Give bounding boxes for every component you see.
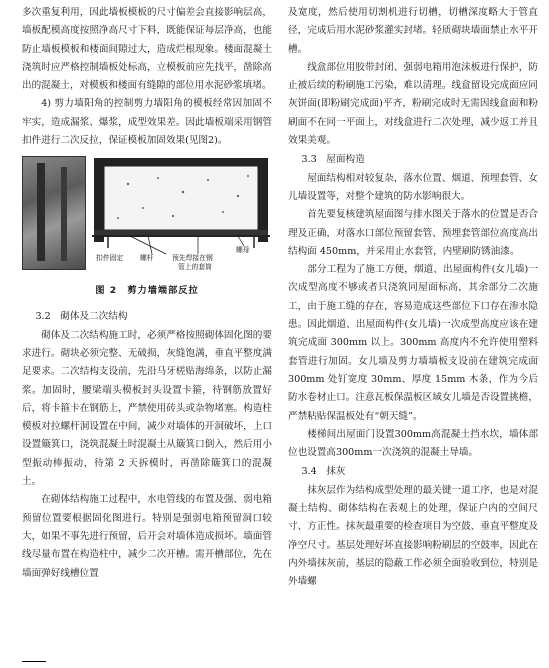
formwork-diagram bbox=[88, 156, 272, 274]
paragraph: 首先要复核建筑屋面图与排水图关于落水的位置是否合理及正确，对落水口部位预留套管、预埋套管部位高度高出结构面 450mm，并采用止水套管，内壁刷防锈油漆。 bbox=[288, 209, 538, 257]
paragraph: 及宽度，然后使用切割机进行切槽，切槽深度略大于管直径，完成后用水泥砂浆灌实封堵。轻质砌块墙面禁止水平开槽。 bbox=[288, 7, 538, 55]
paragraph: 砌体及二次结构施工时，必须严格按照砌体固化图的要求进行。砌块必须完整、无破损，灰缝饱满，垂直平整度满足要求。二次结构支设前，先沿马牙槎贴海绵条，以防止漏浆。加固时，腰梁端头模板封头设置卡箍，待钢筋放置好后，将卡箍卡在钢筋上，严禁使用砖头或杂物堵塞。构造柱模板对拉螺杆洞设置在中间，减少对墙体的开洞破坏，上口设置簸箕口，浇筑混凝土时混凝土从簸箕口倒入，然后用小型振动棒振动，待第 2 天拆模时，再凿除簸箕口的混凝土。 bbox=[22, 329, 272, 488]
formwork-photo bbox=[22, 156, 86, 270]
label-nut: 螺母 bbox=[236, 246, 250, 255]
paragraph: 线盒部位用胶带封闭、强弱电箱用泡沫板进行保护，防止被后续的粉刷施工污染，难以清理。线盒留设完成面应同灰饼面(即粉刷完成面)平齐，粉刷完成时无需因线盒面和粉刷面不在同一平面上，对线盒进行二次处理，减少返工并且效果美观。 bbox=[288, 61, 538, 147]
paragraph: 部分工程为了施工方便，烟道、出屋面构件(女儿墙)一次成型高度不够或者只浇筑同屋面标高，其余部分二次施工，由于施工缝的存在，容易造成这些部位下口存在渗水隐患。因此烟道、出屋面构件(女儿墙)一次成型高度应该在建筑完成面 300mm 以上。300mm 高度内不允许使用塑料套管进行加固。女儿墙及剪力墙墙板支设前在建筑完成面 300mm 处钉宽度 30mm、厚度 15mm 木条，作为今后防水卷材止口。注意瓦板保温板区域女儿墙是否设置挑檐，严禁粘贴保温板处有“朝天缝”。 bbox=[288, 264, 538, 422]
paragraph: 抹灰层作为结构成型处理的最关键一道工序，也是对混凝土结构、砌体结构在表观上的处理，保证户内的空间尺寸、方正性。抹灰最重要的检查项目为空鼓、垂直平整度及净空尺寸。基层处理好坏直接影响粉刷层的空鼓率，因此在内外墙抹灰前，基层的隐蔽工作必须全面验收到位，特别是外墙螺 bbox=[288, 484, 538, 588]
figure-2 bbox=[22, 156, 272, 274]
section-heading: 3.2 砌体及二次结构 bbox=[35, 311, 128, 323]
paragraph: 多次重复利用，因此墙板模板的尺寸偏差会直接影响层高，墙板配模高度按照净高尺寸下料，既能保证每层净高，也能防止墙板模板和楼面间隙过大，造成烂根现象。楼面混凝土浇筑时应严格控制墙板处标高，立模板前应先找平，凿除高出的混凝土，对模板和楼面有缝隙的部位用水泥砂浆填堵。 bbox=[22, 7, 272, 92]
section-heading: 3.3 屋面构造 bbox=[301, 154, 365, 166]
footnote-rule bbox=[22, 661, 46, 662]
right-column bbox=[288, 4, 538, 592]
label-sleeve-2: 管上的套筒 bbox=[178, 263, 212, 272]
left-column bbox=[22, 4, 272, 583]
paragraph: 屋面结构相对较复杂，落水位置、烟道、预埋套管、女儿墙设置等，对整个建筑的防水影响很大。 bbox=[288, 172, 538, 202]
paragraph: 楼梯间出屋面门设置300mm高混凝土挡水坎，墙体部位也设置高300mm一次浇筑的混凝土导墙。 bbox=[288, 428, 538, 459]
label-bolt: 螺杆 bbox=[140, 254, 154, 263]
label-clamp: 扣件固定 bbox=[96, 254, 124, 263]
paragraph: 4) 剪力墙阳角的控制剪力墙阳角的模板经常因加固不牢实，造成漏浆、爆浆，成型效果差。因此墙板端采用钢管扣件进行二次反拉，保证模板加固效果(见图2)。 bbox=[22, 98, 272, 147]
section-heading: 3.4 抹灰 bbox=[301, 466, 346, 478]
paragraph: 在砌体结构施工过程中，水电管线的布置及强、弱电箱预留位置要根据固化图进行。特别是强弱电箱预留洞口较大，如果不事先进行预留，后开会对墙体造成损坏。墙面管线尽量布置在构造柱中，减少二次开槽。需开槽部位，先在墙面弹好线槽位置 bbox=[22, 494, 272, 579]
figure-caption: 图 2 剪力墙端部反拉 bbox=[95, 285, 199, 297]
label-sleeve: 预先焊接在钢 bbox=[172, 254, 213, 263]
